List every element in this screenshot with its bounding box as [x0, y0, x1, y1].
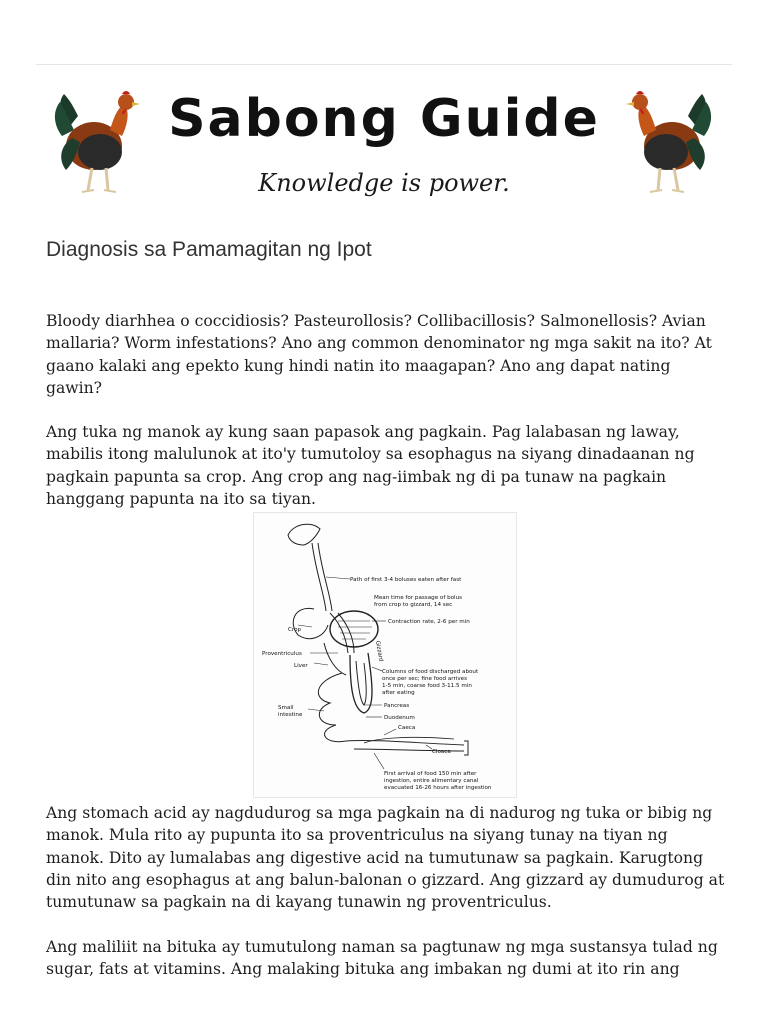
label-columns-4: after eating [382, 690, 415, 696]
label-columns-1: Columns of food discharged about [382, 669, 479, 675]
label-mean-time-2: from crop to gizzard, 14 sec [374, 602, 453, 608]
label-arrival-2: ingestion, entire alimentary canal [384, 778, 479, 784]
label-crop: Crop [288, 627, 302, 633]
label-small-intestine-2: intestine [278, 712, 303, 718]
label-gizzard: Gizzard [374, 640, 384, 662]
label-small-intestine-1: Small [278, 705, 294, 711]
digestive-system-diagram[interactable] [253, 512, 517, 798]
label-duodenum: Duodenum [384, 715, 415, 721]
label-columns-2: once per sec; fine food arrives [382, 676, 468, 682]
paragraph-beak: Ang tuka ng manok ay kung saan papasok ang pagkain. Pag lalabasan ng laway, mabilis itong malulunok at ito'y tumutoloy sa esophagus na siyang dinadaanan ng pagkain papunta sa crop. Ang crop ang nag-iimbak ng di pa tunaw na pagkain hanggang papunta na ito sa tiyan. [46, 423, 695, 508]
site-banner[interactable] [46, 82, 722, 212]
site-tagline: Knowledge is power. [258, 169, 510, 197]
digestive-diagram-drawing [254, 513, 516, 797]
label-proventriculus: Proventriculus [262, 651, 302, 657]
paragraph-intestine: Ang maliliit na bituka ay tumutulong naman sa pagtunaw ng mga sustansya tulad ng sugar, fats at vitamins. Ang malaking bituka ang imbakan ng dumi at ito rin ang [46, 938, 718, 979]
paragraph-intro: Bloody diarhhea o coccidiosis? Pasteurollosis? Collibacillosis? Salmonellosis? Avian mallaria? Worm infestations? Ano ang common denominator ng mga sakit na ito? At gaano kalaki ang epekto kung hindi natin ito maagapan? Ano ang dapat nating gawin? [46, 312, 712, 397]
label-arrival-3: evacuated 16-26 hours after ingestion [384, 785, 492, 791]
label-arrival-1: First arrival of food 150 min after [384, 771, 477, 777]
label-path: Path of first 3-4 boluses eaten after fast [350, 577, 462, 583]
label-pancreas: Pancreas [384, 703, 410, 709]
label-liver: Liver [294, 663, 308, 669]
site-title[interactable]: Sabong Guide [168, 89, 600, 149]
rooster-right-image [614, 86, 714, 198]
top-divider [36, 64, 732, 65]
paragraph-stomach: Ang stomach acid ay nagdudurog sa mga pagkain na di nadurog ng tuka or bibig ng manok. Mula rito ay pupunta ito sa proventriculus na siyang tunay na tiyan ng manok. Dito ay lumalabas ang digestive acid na tumutunaw sa pagkain. Karugtong din nito ang esophagus at ang balun-balonan o gizzard. Ang gizzard ay dumudurog at tumutunaw sa pagkain na di kayang tunawin ng proventriculus. [46, 804, 725, 912]
label-contraction: Contraction rate, 2-6 per min [388, 619, 470, 625]
label-columns-3: 1-5 min, coarse food 3-11.5 min [382, 683, 472, 689]
post-title[interactable]: Diagnosis sa Pamamagitan ng Ipot [46, 238, 372, 261]
label-cloaca: Cloaca [432, 749, 451, 755]
label-caeca: Caeca [398, 725, 416, 731]
label-mean-time-1: Mean time for passage of bolus [374, 595, 463, 601]
